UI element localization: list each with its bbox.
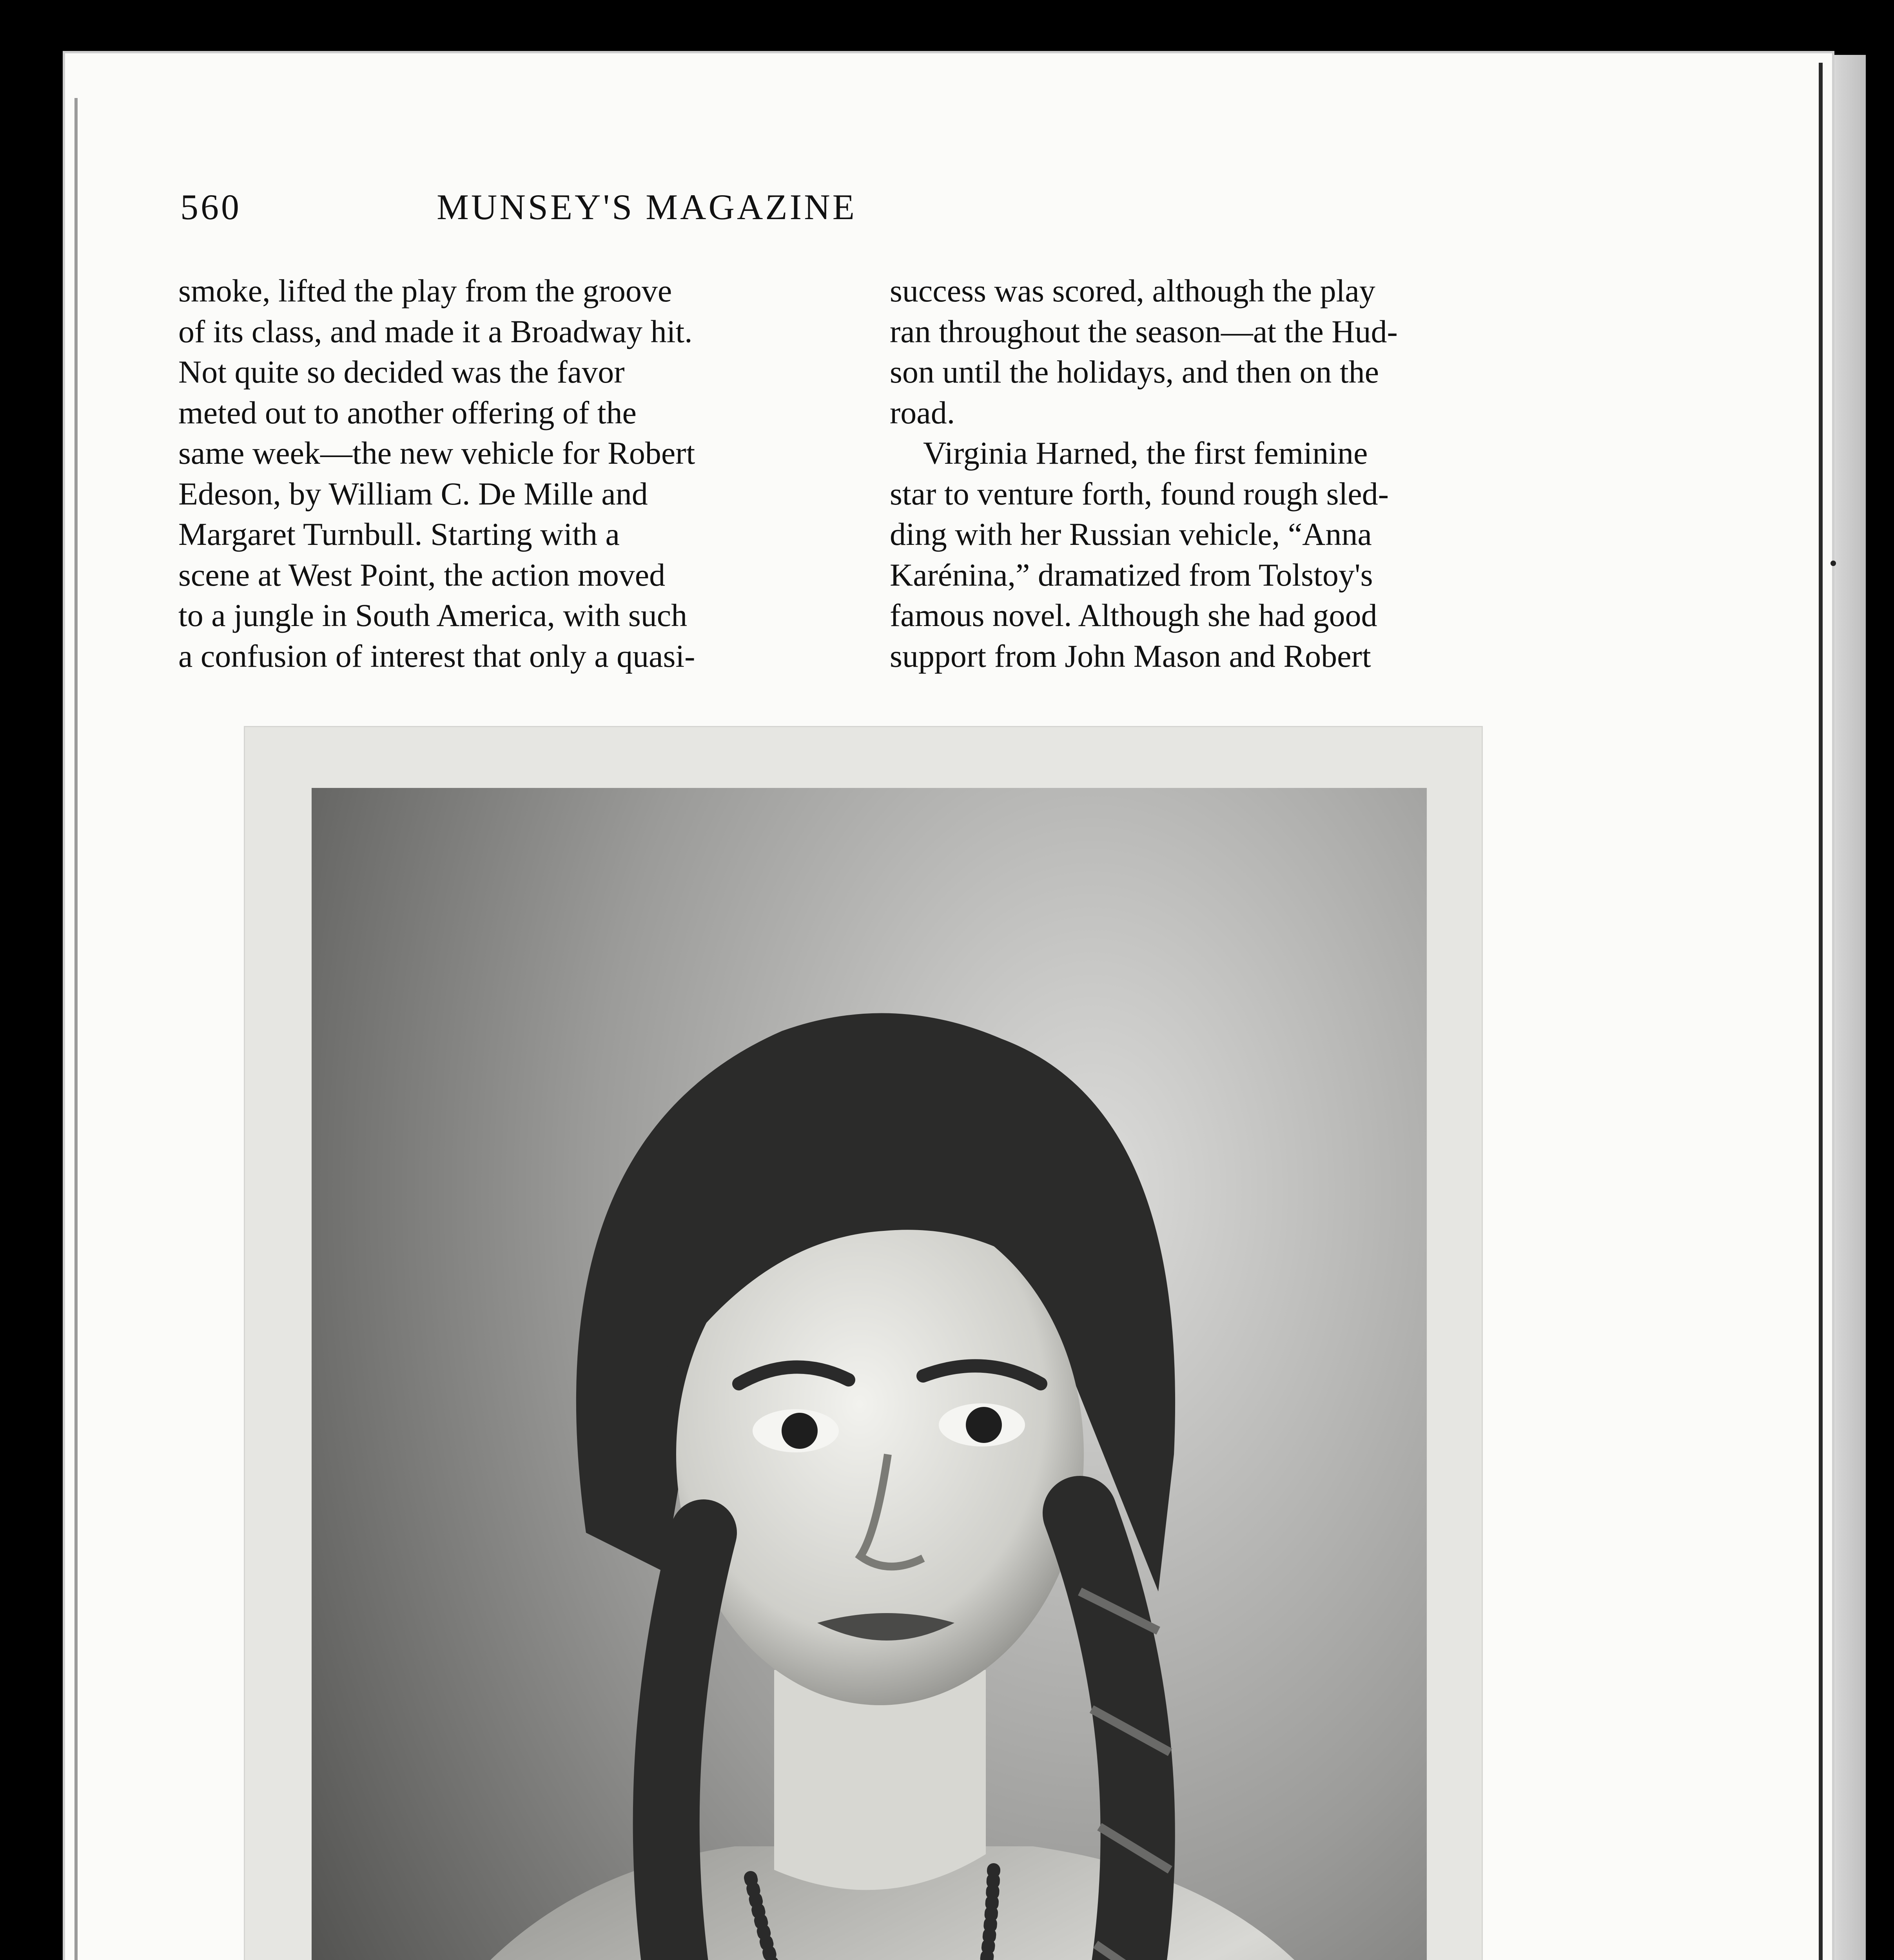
portrait-photograph <box>312 788 1427 1960</box>
paragraph <box>890 270 1568 433</box>
text-line: meted out to another offering of the <box>178 394 637 430</box>
text-column-right <box>890 270 1568 676</box>
page-border-left <box>74 98 78 1960</box>
text-line: Virginia Harned, the first feminine <box>923 435 1368 471</box>
portrait-illustration <box>312 788 1427 1960</box>
text-line: road. <box>890 394 955 430</box>
page-header <box>180 186 1113 233</box>
text-line: Not quite so decided was the favor <box>178 354 625 390</box>
text-line: Karénina,” dramatized from Tolstoy's <box>890 557 1373 593</box>
text-column-left <box>178 270 856 676</box>
text-line: ding with her Russian vehicle, “Anna <box>890 516 1372 552</box>
text-line: support from John Mason and Robert <box>890 638 1371 674</box>
running-head: MUNSEY'S MAGAZINE <box>437 187 857 227</box>
text-line: to a jungle in South America, with such <box>178 597 688 633</box>
text-line: a confusion of interest that only a quasi- <box>178 638 695 674</box>
page-gutter-line <box>1819 63 1823 1960</box>
text-line: smoke, lifted the play from the groove <box>178 273 672 309</box>
text-line: of its class, and made it a Broadway hit. <box>178 313 693 349</box>
text-line: same week—the new vehicle for Robert <box>178 435 695 471</box>
paragraph <box>890 433 1568 676</box>
text-line: famous novel. Although she had good <box>890 597 1377 633</box>
text-line: scene at West Point, the action moved <box>178 557 666 593</box>
text-line: Margaret Turnbull. Starting with a <box>178 516 620 552</box>
text-line: Edeson, by William C. De Mille and <box>178 475 648 512</box>
scan-speck <box>1831 561 1836 566</box>
page-number: 560 <box>180 187 241 227</box>
text-line: ran throughout the season—at the Hud- <box>890 313 1398 349</box>
text-line: star to venture forth, found rough sled- <box>890 475 1389 512</box>
paragraph <box>178 270 856 676</box>
text-line: son until the holidays, and then on the <box>890 354 1379 390</box>
text-line: success was scored, although the play <box>890 273 1375 309</box>
